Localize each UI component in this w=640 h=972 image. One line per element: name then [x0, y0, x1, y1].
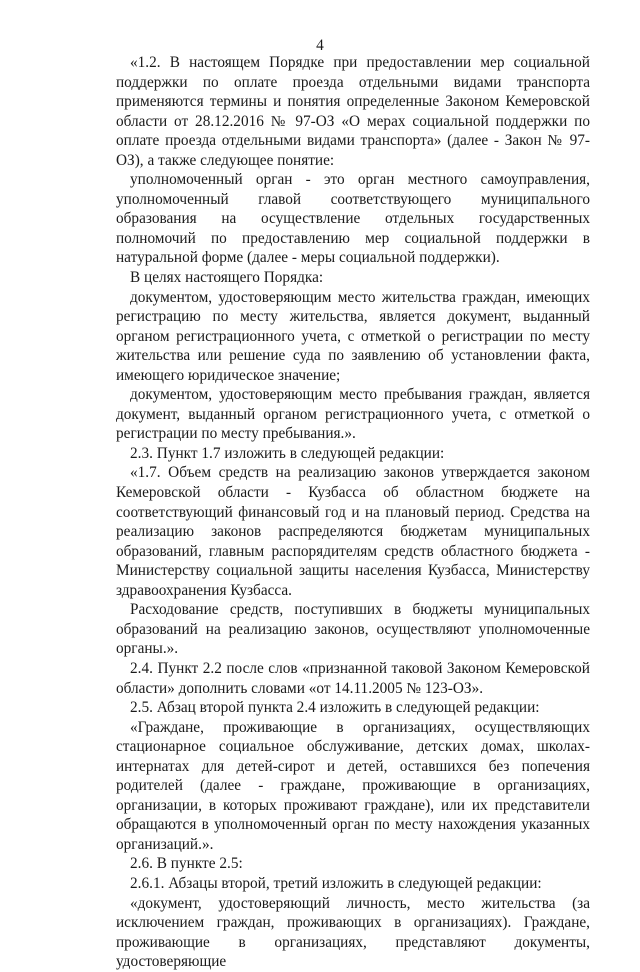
paragraph-residence-document: документом, удостоверяющим место жительства граждан, имеющих регистрацию по месту жительства, является документ, выданный органом регистрационного учета, с отметкой о регистрации по месту жительства или решение суда по заявлению об установлении факта, имеющего юридическое значение; [116, 288, 590, 384]
paragraph-2-6: 2.6. В пункте 2.5: [130, 855, 243, 873]
paragraph-identity-document: «документ, удостоверяющий личность, место жительства (за исключением граждан, проживающих в организациях). Граждане, проживающие в организациях, представляют документы, удостоверяющие [116, 894, 590, 971]
paragraph-2-5: 2.5. Абзац второй пункта 2.4 изложить в следующей редакции: [130, 699, 540, 717]
page-number: 4 [316, 37, 324, 54]
paragraph-spending: Расходование средств, поступивших в бюджеты муниципальных образований на реализацию законов, осуществляют уполномоченные органы.». [116, 601, 590, 658]
paragraph-purposes: В целях настоящего Порядка: [130, 269, 324, 287]
paragraph-2-4: 2.4. Пункт 2.2 после слов «признанной таковой Законом Кемеровской области» дополнить словами «от 14.11.2005 № 123-ОЗ». [116, 659, 590, 697]
paragraph-1-2: «1.2. В настоящем Порядке при предоставлении мер социальной поддержки по оплате проезда отдельными видами транспорта применяются термины и понятия определенные Законом Кемеровской области от 28.12.2016 № 97-ОЗ «О мерах социальной поддержки по оплате проезда отдельными видами транспорта» (далее - Закон № 97-ОЗ), а также следующее понятие: [116, 54, 590, 169]
paragraph-2-3: 2.3. Пункт 1.7 изложить в следующей редакции: [130, 444, 445, 462]
paragraph-authorized-body: уполномоченный орган - это орган местного самоуправления, уполномоченный главой соответствующего муниципального образования на осуществление отдельных государственных полномочий по предоставлению мер социальной поддержки в натуральной форме (далее - меры социальной поддержки). [116, 171, 590, 267]
paragraph-citizens: «Граждане, проживающие в организациях, осуществляющих стационарное социальное обслуживание, детских домах, школах-интернатах для детей-сирот и детей, оставшихся без попечения родителей (далее - граждане, проживающие в организациях, организации, в которых проживают граждане), или их представители обращаются в уполномоченный орган по месту нахождения указанных организаций.». [116, 718, 590, 853]
paragraph-stay-document: документом, удостоверяющим место пребывания граждан, является документ, выданный органом регистрационного учета, с отметкой о регистрации по месту пребывания.». [116, 386, 590, 443]
document-body [116, 53, 590, 972]
paragraph-1-7: «1.7. Объем средств на реализацию законов утверждается законом Кемеровской области - Кузбасса об областном бюджете на соответствующий финансовый год и на плановый период. Средства на реализацию законов распределяются бюджетам муниципальных образований, главным распорядителям средств областного бюджета - Министерству социальной защиты населения Кузбасса, Министерству здравоохранения Кузбасса. [116, 464, 590, 599]
paragraph-2-6-1: 2.6.1. Абзацы второй, третий изложить в следующей редакции: [130, 874, 542, 892]
